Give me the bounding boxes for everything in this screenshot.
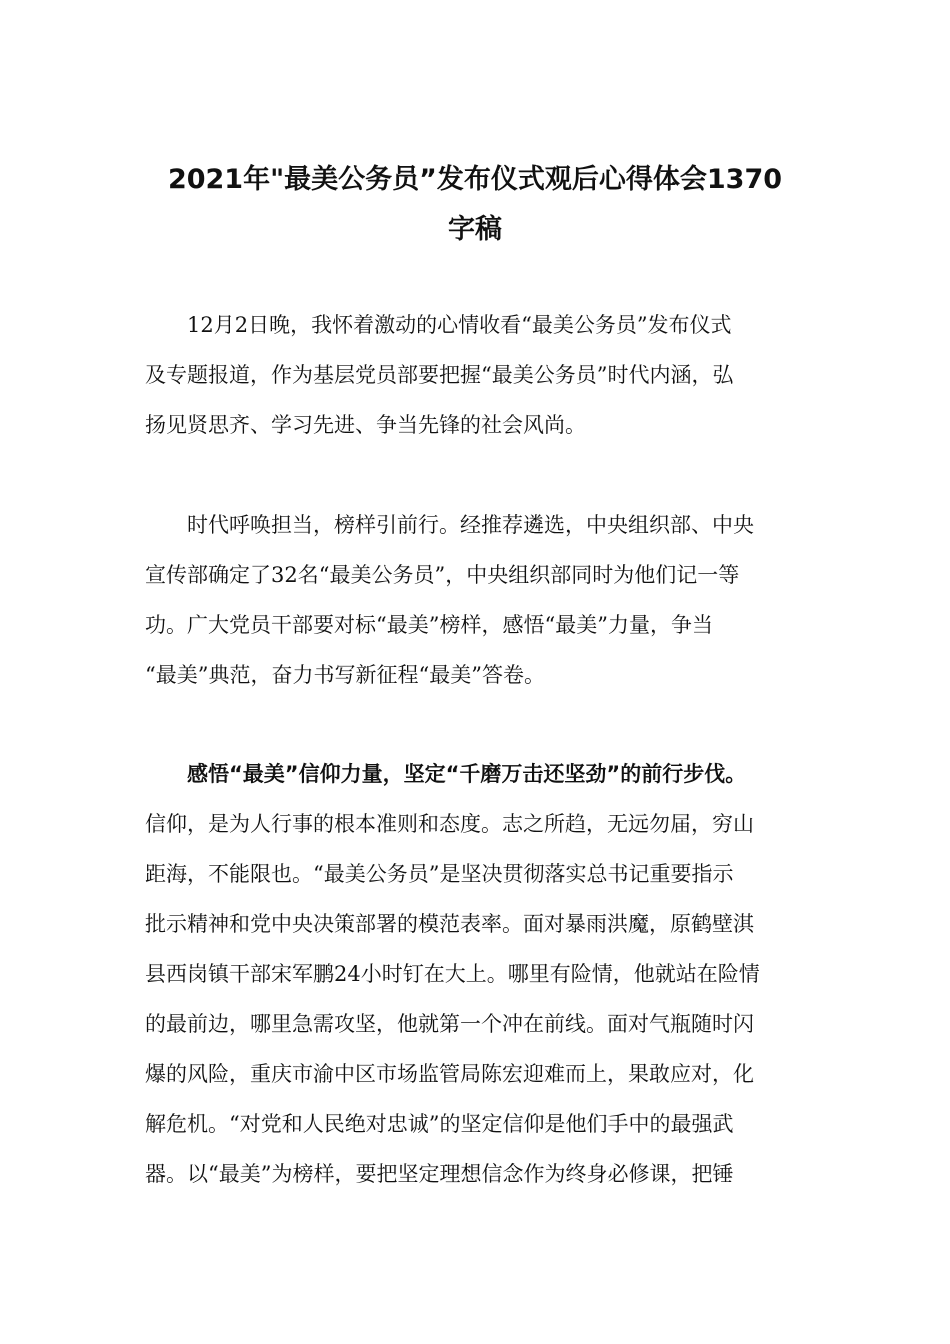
paragraph-1 xyxy=(145,300,810,450)
paragraph-line: 扬见贤思齐、学习先进、争当先锋的社会风尚。 xyxy=(145,413,586,437)
paragraph-line: 批示精神和党中央决策部署的模范表率。面对暴雨洪魔，原鹤壁淇 xyxy=(145,912,754,936)
paragraph-2 xyxy=(145,500,810,700)
paragraph-line: 爆的风险，重庆市渝中区市场监管局陈宏迎难而上，果敢应对，化 xyxy=(145,1062,754,1086)
document-title xyxy=(120,155,830,255)
paragraph-line: 解危机。“对党和人民绝对忠诚”的坚定信仰是他们手中的最强武 xyxy=(145,1112,734,1136)
paragraph-line: 距海，不能限也。“最美公务员”是坚决贯彻落实总书记重要指示 xyxy=(145,862,734,886)
paragraph-line: 功。广大党员干部要对标“最美”榜样，感悟“最美”力量，争当 xyxy=(145,613,713,637)
title-line-2: 字稿 xyxy=(448,214,502,245)
paragraph-line: 及专题报道，作为基层党员部要把握“最美公务员”时代内涵，弘 xyxy=(145,363,734,387)
paragraph-line: 县西岗镇干部宋军鹏24小时钉在大上。哪里有险情，他就站在险情 xyxy=(145,962,760,986)
title-line-1: 2021年"最美公务员”发布仪式观后心得体会1370 xyxy=(167,164,783,195)
paragraph-3 xyxy=(145,749,810,1199)
paragraph-line: 宣传部确定了32名“最美公务员”，中央组织部同时为他们记一等 xyxy=(145,563,740,587)
paragraph-line: 时代呼唤担当，榜样引前行。经推荐遴选，中央组织部、中央 xyxy=(187,513,754,537)
paragraph-line: 器。以“最美”为榜样，要把坚定理想信念作为终身必修课，把锤 xyxy=(145,1162,734,1186)
paragraph-line: 信仰，是为人行事的根本准则和态度。志之所趋，无远勿届，穷山 xyxy=(145,812,754,836)
paragraph-line: 的最前边，哪里急需攻坚，他就第一个冲在前线。面对气瓶随时闪 xyxy=(145,1012,754,1036)
section-heading: 感悟“最美”信仰力量，坚定“千磨万击还坚劲”的前行步伐。 xyxy=(187,762,747,786)
paragraph-line: “最美”典范，奋力书写新征程“最美”答卷。 xyxy=(145,663,545,687)
paragraph-line: 12月2日晚，我怀着激动的心情收看“最美公务员”发布仪式 xyxy=(187,313,732,337)
